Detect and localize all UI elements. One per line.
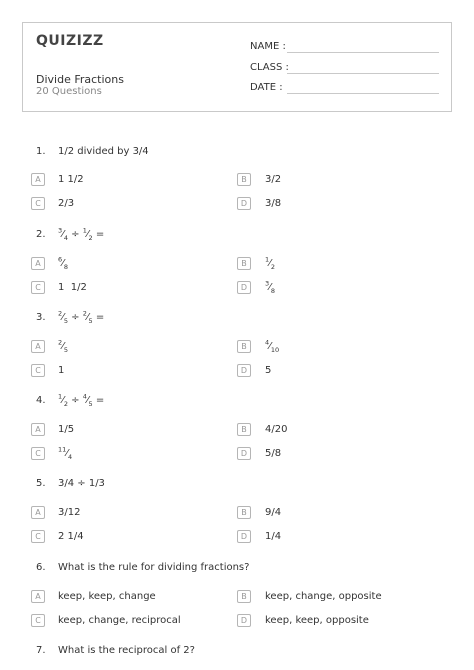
name-label: NAME : xyxy=(250,41,286,52)
option-d-box[interactable]: D xyxy=(237,281,251,294)
question-number: 4. xyxy=(36,395,46,406)
option-c-text: 1 xyxy=(58,365,65,376)
option-a-box[interactable]: A xyxy=(31,173,45,186)
question-number: 6. xyxy=(36,562,46,573)
option-a-box[interactable]: A xyxy=(31,590,45,603)
option-b-box[interactable]: B xyxy=(237,257,251,270)
option-d-text: 5/8 xyxy=(265,448,282,459)
option-a-text: keep, keep, change xyxy=(58,591,156,602)
option-b-box[interactable]: B xyxy=(237,423,251,436)
question-text: $^3⁄_4$ ÷ $^1⁄_2$ = xyxy=(58,226,105,242)
option-d-box[interactable]: D xyxy=(237,614,251,627)
class-field[interactable] xyxy=(287,73,439,74)
option-d-text: 1/4 xyxy=(265,531,282,542)
option-d-text: 5 xyxy=(265,365,272,376)
question-number: 7. xyxy=(36,645,46,656)
option-c-text: 2/3 xyxy=(58,198,75,209)
option-c-box[interactable]: C xyxy=(31,281,45,294)
worksheet-title: Divide Fractions xyxy=(36,73,124,86)
option-a-text: 1 1/2 xyxy=(58,174,84,185)
option-c-box[interactable]: C xyxy=(31,530,45,543)
option-d-box[interactable]: D xyxy=(237,530,251,543)
question-text: 1/2 divided by 3/4 xyxy=(58,146,149,157)
question-text: 3/4 ÷ 1/3 xyxy=(58,478,105,489)
option-a-box[interactable]: A xyxy=(31,340,45,353)
option-d-text: $^3⁄_8$ xyxy=(265,279,275,295)
question-number: 1. xyxy=(36,146,46,157)
question-number: 3. xyxy=(36,312,46,323)
quizizz-logo: QUIZIZZ xyxy=(36,33,104,49)
option-a-text: $^2⁄_5$ xyxy=(58,338,68,354)
option-b-text: $^1⁄_2$ xyxy=(265,255,275,271)
option-a-text: 1/5 xyxy=(58,424,75,435)
option-a-text: 3/12 xyxy=(58,507,81,518)
date-label: DATE : xyxy=(250,82,283,93)
option-b-box[interactable]: B xyxy=(237,173,251,186)
option-a-text: $^6⁄_8$ xyxy=(58,255,68,271)
option-c-text: 2 1/4 xyxy=(58,531,84,542)
option-c-box[interactable]: C xyxy=(31,447,45,460)
question-count: 20 Questions xyxy=(36,86,102,97)
option-b-box[interactable]: B xyxy=(237,506,251,519)
option-d-text: keep, keep, opposite xyxy=(265,615,369,626)
option-b-box[interactable]: B xyxy=(237,590,251,603)
option-b-text: keep, change, opposite xyxy=(265,591,382,602)
option-a-box[interactable]: A xyxy=(31,423,45,436)
question-number: 2. xyxy=(36,229,46,240)
name-field[interactable] xyxy=(287,52,439,53)
option-d-text: 3/8 xyxy=(265,198,282,209)
option-b-box[interactable]: B xyxy=(237,340,251,353)
date-field[interactable] xyxy=(287,93,439,94)
option-c-text: $^{11}⁄_4$ xyxy=(58,445,73,461)
question-text: $^1⁄_2$ ÷ $^4⁄_5$ = xyxy=(58,392,105,408)
option-d-box[interactable]: D xyxy=(237,364,251,377)
option-d-box[interactable]: D xyxy=(237,197,251,210)
option-b-text: 3/2 xyxy=(265,174,282,185)
question-text: $^2⁄_5$ ÷ $^2⁄_5$ = xyxy=(58,309,105,325)
option-b-text: 9/4 xyxy=(265,507,282,518)
option-c-text: keep, change, reciprocal xyxy=(58,615,181,626)
option-b-text: $^4⁄_{10}$ xyxy=(265,338,280,354)
question-text: What is the rule for dividing fractions? xyxy=(58,562,250,573)
option-c-box[interactable]: C xyxy=(31,364,45,377)
option-d-box[interactable]: D xyxy=(237,447,251,460)
class-label: CLASS : xyxy=(250,62,289,73)
option-c-text: 1 1/2 xyxy=(58,282,87,293)
option-a-box[interactable]: A xyxy=(31,506,45,519)
question-number: 5. xyxy=(36,478,46,489)
question-text: What is the reciprocal of 2? xyxy=(58,645,195,656)
option-a-box[interactable]: A xyxy=(31,257,45,270)
option-c-box[interactable]: C xyxy=(31,614,45,627)
option-b-text: 4/20 xyxy=(265,424,288,435)
option-c-box[interactable]: C xyxy=(31,197,45,210)
